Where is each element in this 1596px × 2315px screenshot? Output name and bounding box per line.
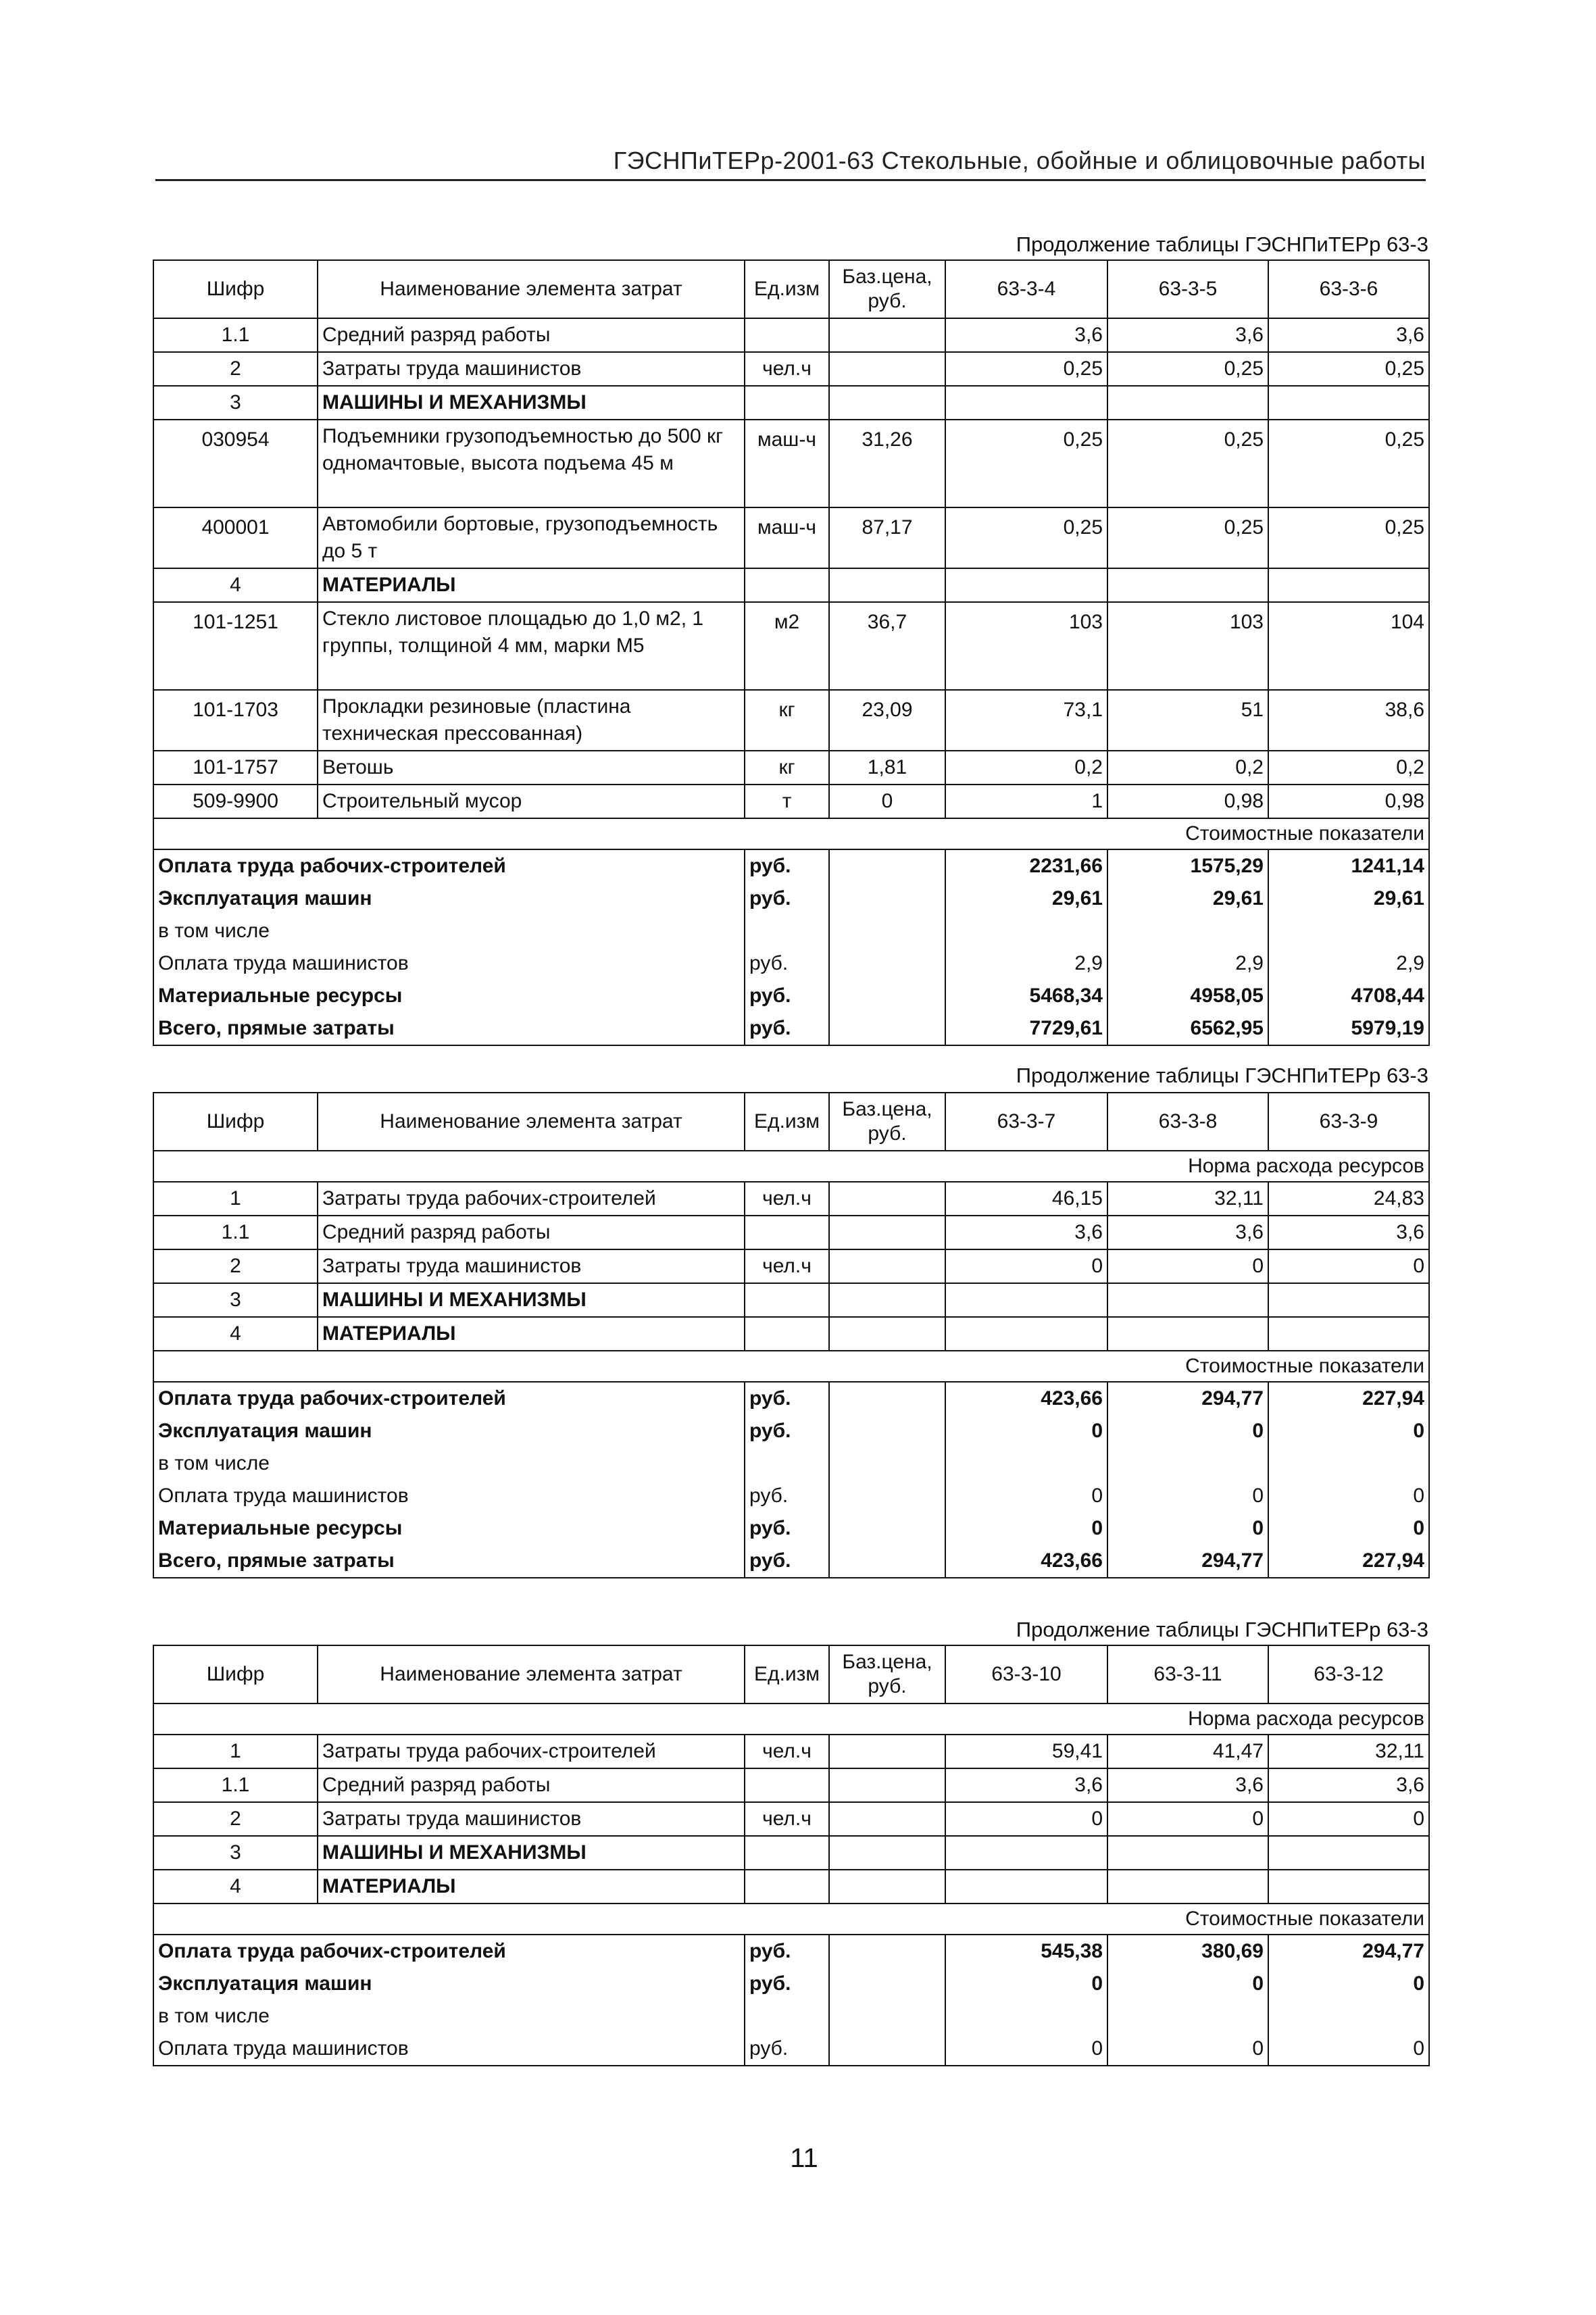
header-title: ГЭСНПиТЕРр-2001-63 Стекольные, обойные и облицовочные работы: [613, 147, 1426, 174]
row-name: Затраты труда рабочих-строителей: [318, 1182, 745, 1216]
row-price: 0: [829, 785, 945, 818]
total-value: 1575,29: [1107, 849, 1268, 882]
row-value: [1107, 1317, 1268, 1351]
col-header-price: Баз.цена, руб.: [829, 1645, 945, 1703]
row-price: [829, 352, 945, 386]
row-name: Затраты труда рабочих-строителей: [318, 1735, 745, 1768]
row-value: 0: [945, 1802, 1107, 1836]
row-value: [1268, 1283, 1429, 1317]
total-value: 294,77: [1107, 1382, 1268, 1415]
row-code: 1.1: [153, 1768, 318, 1802]
row-unit: [745, 1317, 829, 1351]
table-header-row: [153, 1093, 1429, 1151]
row-value: 0,98: [1268, 785, 1429, 818]
col-header-code-1: 63-3-7: [945, 1093, 1107, 1151]
row-value: 73,1: [945, 690, 1107, 751]
row-value: [1268, 568, 1429, 602]
row-code: 1: [153, 1182, 318, 1216]
row-name: Средний разряд работы: [318, 318, 745, 352]
total-name: Оплата труда рабочих-строителей: [153, 849, 745, 882]
total-unit: руб.: [745, 1545, 829, 1578]
total-value: 2,9: [1268, 947, 1429, 980]
row-code: 1.1: [153, 318, 318, 352]
row-unit: [745, 1216, 829, 1249]
total-unit: руб.: [745, 947, 829, 980]
section-label: Норма расхода ресурсов: [153, 1151, 1429, 1182]
row-code: 3: [153, 1283, 318, 1317]
total-value: [1107, 2000, 1268, 2033]
row-value: [945, 386, 1107, 420]
totals-row: [153, 1447, 1429, 1480]
row-value: 3,6: [1268, 318, 1429, 352]
row-code: 101-1251: [153, 602, 318, 690]
table-header-row: [153, 1645, 1429, 1703]
row-name: Ветошь: [318, 751, 745, 785]
total-unit: руб.: [745, 1480, 829, 1512]
table-row: [153, 1735, 1429, 1768]
col-header-price: Баз.цена, руб.: [829, 260, 945, 318]
total-unit: руб.: [745, 1935, 829, 1968]
total-name: в том числе: [153, 2000, 745, 2033]
row-name: Средний разряд работы: [318, 1768, 745, 1802]
row-value: 0,25: [1107, 352, 1268, 386]
total-value: [945, 915, 1107, 947]
table-row: [153, 1768, 1429, 1802]
row-value: 0,25: [1268, 420, 1429, 507]
total-value: [1268, 915, 1429, 947]
row-value: 103: [1107, 602, 1268, 690]
row-name: МАТЕРИАЛЫ: [318, 568, 745, 602]
table-continuation-caption: Продолжение таблицы ГЭСНПиТЕРр 63-3: [1016, 1064, 1428, 1087]
row-price: 36,7: [829, 602, 945, 690]
totals-row: [153, 1012, 1429, 1045]
row-value: 1: [945, 785, 1107, 818]
total-value: [1268, 1447, 1429, 1480]
table-row: [153, 751, 1429, 785]
row-unit: [745, 318, 829, 352]
total-name: в том числе: [153, 1447, 745, 1480]
row-value: 0,25: [945, 507, 1107, 568]
col-header-code-3: 63-3-12: [1268, 1645, 1429, 1703]
row-code: 1.1: [153, 1216, 318, 1249]
row-price: [829, 318, 945, 352]
total-value: 0: [1268, 1512, 1429, 1545]
total-unit: руб.: [745, 1968, 829, 2000]
row-name: МАШИНЫ И МЕХАНИЗМЫ: [318, 1836, 745, 1870]
table-row: [153, 352, 1429, 386]
row-value: 3,6: [1107, 1216, 1268, 1249]
row-code: 400001: [153, 507, 318, 568]
total-unit: [745, 915, 829, 947]
row-value: [1268, 1870, 1429, 1903]
row-name: Затраты труда машинистов: [318, 352, 745, 386]
row-unit: [745, 1836, 829, 1870]
section-label: Стоимостные показатели: [153, 1903, 1429, 1935]
table-row: [153, 1283, 1429, 1317]
totals-row: [153, 947, 1429, 980]
row-value: 0,25: [945, 420, 1107, 507]
row-value: [1268, 1317, 1429, 1351]
row-value: 51: [1107, 690, 1268, 751]
row-value: 3,6: [1268, 1768, 1429, 1802]
row-value: 0: [1107, 1249, 1268, 1283]
row-value: 41,47: [1107, 1735, 1268, 1768]
total-value: 29,61: [1107, 882, 1268, 915]
total-name: Эксплуатация машин: [153, 1968, 745, 2000]
row-value: 0,25: [1268, 352, 1429, 386]
row-unit: м2: [745, 602, 829, 690]
total-value: 545,38: [945, 1935, 1107, 1968]
total-unit: руб.: [745, 1012, 829, 1045]
total-value: [1268, 2000, 1429, 2033]
col-header-code-2: 63-3-5: [1107, 260, 1268, 318]
total-value: 4958,05: [1107, 980, 1268, 1012]
col-header-code: Шифр: [153, 260, 318, 318]
row-value: 46,15: [945, 1182, 1107, 1216]
resource-table-1: [153, 259, 1430, 1046]
total-name: Оплата труда машинистов: [153, 947, 745, 980]
total-value: 2,9: [945, 947, 1107, 980]
row-value: 3,6: [1107, 1768, 1268, 1802]
row-value: [945, 1870, 1107, 1903]
row-value: [1107, 1283, 1268, 1317]
row-code: 101-1703: [153, 690, 318, 751]
total-unit: руб.: [745, 2033, 829, 2066]
section-row-cost: [153, 818, 1429, 849]
section-row-norm: [153, 1703, 1429, 1735]
table-row: [153, 690, 1429, 751]
total-value: 0: [1268, 1480, 1429, 1512]
total-unit: руб.: [745, 1415, 829, 1447]
row-code: 030954: [153, 420, 318, 507]
total-name: Оплата труда рабочих-строителей: [153, 1935, 745, 1968]
total-value: 7729,61: [945, 1012, 1107, 1045]
total-value: 227,94: [1268, 1382, 1429, 1415]
row-unit: [745, 1768, 829, 1802]
table-row: [153, 1836, 1429, 1870]
row-value: 24,83: [1268, 1182, 1429, 1216]
row-price: 23,09: [829, 690, 945, 751]
table-continuation-caption: Продолжение таблицы ГЭСНПиТЕРр 63-3: [1016, 1618, 1428, 1641]
row-value: 3,6: [945, 318, 1107, 352]
table-row: [153, 420, 1429, 507]
total-unit: руб.: [745, 849, 829, 882]
total-value: 29,61: [1268, 882, 1429, 915]
total-unit: руб.: [745, 1382, 829, 1415]
row-value: [1268, 1836, 1429, 1870]
col-header-code-3: 63-3-9: [1268, 1093, 1429, 1151]
row-unit: чел.ч: [745, 1802, 829, 1836]
row-value: [1107, 386, 1268, 420]
col-header-name: Наименование элемента затрат: [318, 1645, 745, 1703]
total-unit: руб.: [745, 882, 829, 915]
row-value: 38,6: [1268, 690, 1429, 751]
totals-row: [153, 849, 1429, 882]
total-value: 1241,14: [1268, 849, 1429, 882]
total-value: 6562,95: [1107, 1012, 1268, 1045]
col-header-code-1: 63-3-10: [945, 1645, 1107, 1703]
row-value: 0,25: [1107, 507, 1268, 568]
row-value: [945, 1836, 1107, 1870]
row-unit: кг: [745, 751, 829, 785]
row-unit: [745, 1283, 829, 1317]
row-unit: маш-ч: [745, 507, 829, 568]
row-value: 103: [945, 602, 1107, 690]
totals-row: [153, 1415, 1429, 1447]
row-price: 1,81: [829, 751, 945, 785]
table-row: [153, 1216, 1429, 1249]
row-value: 3,6: [1107, 318, 1268, 352]
col-header-code: Шифр: [153, 1645, 318, 1703]
row-value: 3,6: [1268, 1216, 1429, 1249]
total-value: 5979,19: [1268, 1012, 1429, 1045]
row-unit: [745, 386, 829, 420]
row-code: 4: [153, 1317, 318, 1351]
total-unit: руб.: [745, 980, 829, 1012]
total-value: 294,77: [1268, 1935, 1429, 1968]
total-value: [945, 2000, 1107, 2033]
col-header-code-3: 63-3-6: [1268, 260, 1429, 318]
row-name: Затраты труда машинистов: [318, 1802, 745, 1836]
row-value: [1268, 386, 1429, 420]
row-name: Стекло листовое площадью до 1,0 м2, 1 группы, толщиной 4 мм, марки М5: [318, 602, 745, 690]
total-name: в том числе: [153, 915, 745, 947]
total-value: [1107, 915, 1268, 947]
row-code: 101-1757: [153, 751, 318, 785]
row-name: Средний разряд работы: [318, 1216, 745, 1249]
row-price: [829, 386, 945, 420]
total-name: Материальные ресурсы: [153, 1512, 745, 1545]
row-value: [945, 1317, 1107, 1351]
totals-row: [153, 2033, 1429, 2066]
total-value: 29,61: [945, 882, 1107, 915]
row-value: 0,25: [945, 352, 1107, 386]
total-value: [1107, 1447, 1268, 1480]
table-row: [153, 785, 1429, 818]
row-unit: [745, 568, 829, 602]
row-code: 2: [153, 1249, 318, 1283]
section-label: Стоимостные показатели: [153, 1351, 1429, 1382]
row-code: 1: [153, 1735, 318, 1768]
totals-row: [153, 1968, 1429, 2000]
totals-row: [153, 1935, 1429, 1968]
row-unit: чел.ч: [745, 1735, 829, 1768]
row-value: 32,11: [1268, 1735, 1429, 1768]
total-value: 0: [945, 1968, 1107, 2000]
total-value: 0: [1268, 1968, 1429, 2000]
row-code: 4: [153, 1870, 318, 1903]
row-value: [1107, 1836, 1268, 1870]
total-value: 2231,66: [945, 849, 1107, 882]
total-unit: [745, 1447, 829, 1480]
totals-row: [153, 1382, 1429, 1415]
total-value: 0: [945, 1512, 1107, 1545]
col-header-code: Шифр: [153, 1093, 318, 1151]
col-header-code-1: 63-3-4: [945, 260, 1107, 318]
col-header-name: Наименование элемента затрат: [318, 1093, 745, 1151]
total-name: Эксплуатация машин: [153, 1415, 745, 1447]
total-value: 4708,44: [1268, 980, 1429, 1012]
total-name: Оплата труда машинистов: [153, 2033, 745, 2066]
row-name: МАШИНЫ И МЕХАНИЗМЫ: [318, 386, 745, 420]
row-value: 0,2: [945, 751, 1107, 785]
row-unit: кг: [745, 690, 829, 751]
row-value: [945, 568, 1107, 602]
col-header-code-2: 63-3-8: [1107, 1093, 1268, 1151]
running-header: [155, 139, 1426, 181]
total-name: Оплата труда машинистов: [153, 1480, 745, 1512]
row-unit: чел.ч: [745, 352, 829, 386]
row-code: 3: [153, 386, 318, 420]
total-value: 5468,34: [945, 980, 1107, 1012]
row-unit: чел.ч: [745, 1182, 829, 1216]
row-price: 31,26: [829, 420, 945, 507]
col-header-unit: Ед.изм: [745, 260, 829, 318]
total-value: 423,66: [945, 1545, 1107, 1578]
total-name: Всего, прямые затраты: [153, 1012, 745, 1045]
totals-row: [153, 915, 1429, 947]
total-value: 380,69: [1107, 1935, 1268, 1968]
table-row: [153, 568, 1429, 602]
total-value: 0: [1107, 2033, 1268, 2066]
section-row-cost: [153, 1903, 1429, 1935]
row-unit: маш-ч: [745, 420, 829, 507]
row-value: [1107, 1870, 1268, 1903]
row-unit: [745, 1870, 829, 1903]
total-value: 0: [945, 2033, 1107, 2066]
col-header-code-2: 63-3-11: [1107, 1645, 1268, 1703]
total-value: 227,94: [1268, 1545, 1429, 1578]
row-unit: чел.ч: [745, 1249, 829, 1283]
row-value: 0: [1268, 1249, 1429, 1283]
row-name: МАТЕРИАЛЫ: [318, 1870, 745, 1903]
total-name: Эксплуатация машин: [153, 882, 745, 915]
row-value: [1107, 568, 1268, 602]
row-price: [829, 568, 945, 602]
table-row: [153, 1182, 1429, 1216]
table-header-row: [153, 260, 1429, 318]
col-header-name: Наименование элемента затрат: [318, 260, 745, 318]
row-name: МАШИНЫ И МЕХАНИЗМЫ: [318, 1283, 745, 1317]
row-code: 509-9900: [153, 785, 318, 818]
table-row: [153, 386, 1429, 420]
total-unit: [745, 2000, 829, 2033]
section-row-norm: [153, 1151, 1429, 1182]
total-value: 294,77: [1107, 1545, 1268, 1578]
row-value: 0,2: [1107, 751, 1268, 785]
totals-row: [153, 882, 1429, 915]
row-value: 0,2: [1268, 751, 1429, 785]
row-value: 0: [1268, 1802, 1429, 1836]
row-value: 104: [1268, 602, 1429, 690]
resource-table-2: [153, 1092, 1430, 1578]
row-value: 3,6: [945, 1768, 1107, 1802]
total-unit: руб.: [745, 1512, 829, 1545]
section-label: Норма расхода ресурсов: [153, 1703, 1429, 1735]
total-name: Оплата труда рабочих-строителей: [153, 1382, 745, 1415]
table-continuation-caption: Продолжение таблицы ГЭСНПиТЕРр 63-3: [1016, 232, 1428, 256]
col-header-unit: Ед.изм: [745, 1093, 829, 1151]
table-row: [153, 602, 1429, 690]
section-row-cost: [153, 1351, 1429, 1382]
row-name: МАТЕРИАЛЫ: [318, 1317, 745, 1351]
row-code: 2: [153, 352, 318, 386]
table-row: [153, 1317, 1429, 1351]
total-name: Материальные ресурсы: [153, 980, 745, 1012]
row-value: 0: [945, 1249, 1107, 1283]
totals-row: [153, 2000, 1429, 2033]
total-value: 0: [1268, 1415, 1429, 1447]
row-value: 0,98: [1107, 785, 1268, 818]
table-row: [153, 1249, 1429, 1283]
row-value: 32,11: [1107, 1182, 1268, 1216]
total-value: 0: [945, 1415, 1107, 1447]
total-value: 423,66: [945, 1382, 1107, 1415]
total-value: 0: [945, 1480, 1107, 1512]
total-value: [945, 1447, 1107, 1480]
row-unit: т: [745, 785, 829, 818]
row-value: 3,6: [945, 1216, 1107, 1249]
row-name: Затраты труда машинистов: [318, 1249, 745, 1283]
totals-row: [153, 1480, 1429, 1512]
section-label: Стоимостные показатели: [153, 818, 1429, 849]
total-value: 0: [1107, 1968, 1268, 2000]
total-value: 0: [1107, 1480, 1268, 1512]
page-number: 11: [790, 2143, 818, 2173]
row-price: 87,17: [829, 507, 945, 568]
row-code: 3: [153, 1836, 318, 1870]
row-code: 4: [153, 568, 318, 602]
totals-row: [153, 980, 1429, 1012]
total-value: 2,9: [1107, 947, 1268, 980]
table-row: [153, 318, 1429, 352]
row-name: Прокладки резиновые (пластина техническая прессованная): [318, 690, 745, 751]
row-value: 0,25: [1268, 507, 1429, 568]
totals-row: [153, 1512, 1429, 1545]
totals-row: [153, 1545, 1429, 1578]
table-row: [153, 507, 1429, 568]
row-name: Строительный мусор: [318, 785, 745, 818]
total-value: 0: [1107, 1512, 1268, 1545]
row-code: 2: [153, 1802, 318, 1836]
row-name: Автомобили бортовые, грузоподъемность до 5 т: [318, 507, 745, 568]
total-value: 0: [1268, 2033, 1429, 2066]
row-value: [945, 1283, 1107, 1317]
resource-table-3: [153, 1645, 1430, 2066]
row-value: 59,41: [945, 1735, 1107, 1768]
col-header-unit: Ед.изм: [745, 1645, 829, 1703]
table-row: [153, 1802, 1429, 1836]
table-row: [153, 1870, 1429, 1903]
row-value: 0: [1107, 1802, 1268, 1836]
col-header-price: Баз.цена, руб.: [829, 1093, 945, 1151]
total-name: Всего, прямые затраты: [153, 1545, 745, 1578]
total-value: 0: [1107, 1415, 1268, 1447]
row-value: 0,25: [1107, 420, 1268, 507]
row-name: Подъемники грузоподъемностью до 500 кг одномачтовые, высота подъема 45 м: [318, 420, 745, 507]
